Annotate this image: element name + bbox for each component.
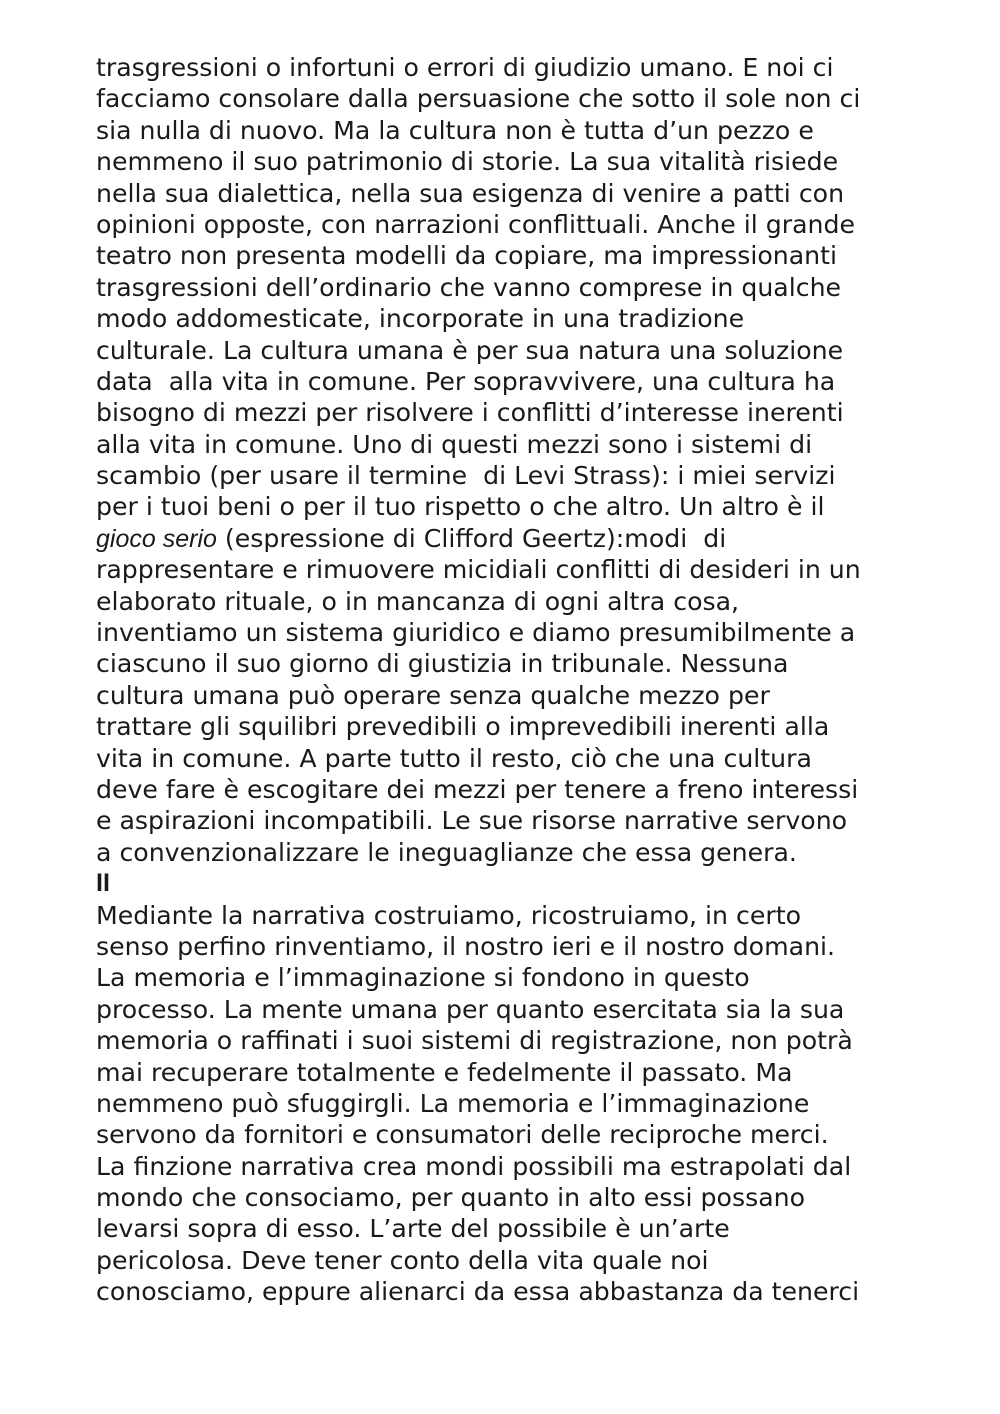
text-line: Mediante la narrativa costruiamo, ricostruiamo, in certo (96, 900, 801, 930)
text-line: trasgressioni dell’ordinario che vanno comprese in qualche (96, 272, 842, 302)
text-line: nella sua dialettica, nella sua esigenza di venire a patti con (96, 178, 845, 208)
section-heading: II (96, 869, 110, 898)
text-line: trattare gli squilibri prevedibili o imprevedibili inerenti alla (96, 712, 830, 742)
text-line: processo. La mente umana per quanto esercitata sia la sua (96, 994, 845, 1024)
text-line: trasgressioni o infortuni o errori di giudizio umano. E noi ci (96, 53, 834, 82)
text-line: pericolosa. Deve tener conto della vita quale noi (96, 1245, 709, 1275)
section-2-body (96, 900, 916, 1308)
text-line-with-italic (96, 523, 916, 554)
text-line: elaborato rituale, o in mancanza di ogni altra cosa, (96, 586, 740, 616)
text-line: a convenzionalizzare le ineguaglianze che essa genera. (96, 837, 797, 867)
text-line: deve fare è escogitare dei mezzi per tenere a freno interessi (96, 774, 859, 804)
text-line: senso perfino rinventiamo, il nostro ieri e il nostro domani. (96, 931, 836, 961)
text-line: cultura umana può operare senza qualche mezzo per (96, 680, 770, 710)
text-line: sia nulla di nuovo. Ma la cultura non è tutta d’un pezzo e (96, 115, 814, 145)
text-line: nemmeno il suo patrimonio di storie. La sua vitalità risiede (96, 147, 839, 177)
section-1-body (96, 52, 916, 868)
text-line: La finzione narrativa crea mondi possibili ma estrapolati dal (96, 1151, 852, 1181)
text-line: conosciamo, eppure alienarci da essa abbastanza da tenerci (96, 1277, 860, 1307)
italic-term: gioco serio (96, 524, 217, 553)
text-line: data alla vita in comune. Per sopravvivere, una cultura ha (96, 366, 836, 396)
document-page (96, 52, 916, 1308)
text-line: facciamo consolare dalla persuasione che sotto il sole non ci (96, 84, 861, 114)
text-line: rappresentare e rimuovere micidiali conflitti di desideri in un (96, 555, 861, 585)
text-line: servono da fornitori e consumatori delle reciproche merci. (96, 1120, 829, 1150)
text-line-rest: (espressione di Clifford Geertz):modi di (216, 523, 727, 553)
text-line: opinioni opposte, con narrazioni conflittuali. Anche il grande (96, 209, 855, 239)
text-line: per i tuoi beni o per il tuo rispetto o che altro. Un altro è il (96, 492, 825, 522)
text-line: ciascuno il suo giorno di giustizia in tribunale. Nessuna (96, 649, 789, 679)
text-line: vita in comune. A parte tutto il resto, ciò che una cultura (96, 743, 812, 773)
text-line: inventiamo un sistema giuridico e diamo presumibilmente a (96, 618, 856, 648)
text-line: mai recuperare totalmente e fedelmente il passato. Ma (96, 1057, 793, 1087)
text-line: bisogno di mezzi per risolvere i conflitti d’interesse inerenti (96, 398, 844, 428)
text-line: nemmeno può sfuggirgli. La memoria e l’immaginazione (96, 1088, 810, 1118)
text-line: modo addomesticate, incorporate in una tradizione (96, 304, 745, 334)
text-line: teatro non presenta modelli da copiare, ma impressionanti (96, 241, 837, 271)
text-line: e aspirazioni incompatibili. Le sue risorse narrative servono (96, 806, 848, 836)
text-line: culturale. La cultura umana è per sua natura una soluzione (96, 335, 844, 365)
text-line: mondo che consociamo, per quanto in alto essi possano (96, 1183, 806, 1213)
text-line: memoria o raffinati i suoi sistemi di registrazione, non potrà (96, 1026, 853, 1056)
text-line: alla vita in comune. Uno di questi mezzi sono i sistemi di (96, 429, 813, 459)
text-line: levarsi sopra di esso. L’arte del possibile è un’arte (96, 1214, 730, 1244)
text-line: scambio (per usare il termine di Levi Strass): i miei servizi (96, 461, 836, 491)
text-line: La memoria e l’immaginazione si fondono in questo (96, 963, 750, 993)
